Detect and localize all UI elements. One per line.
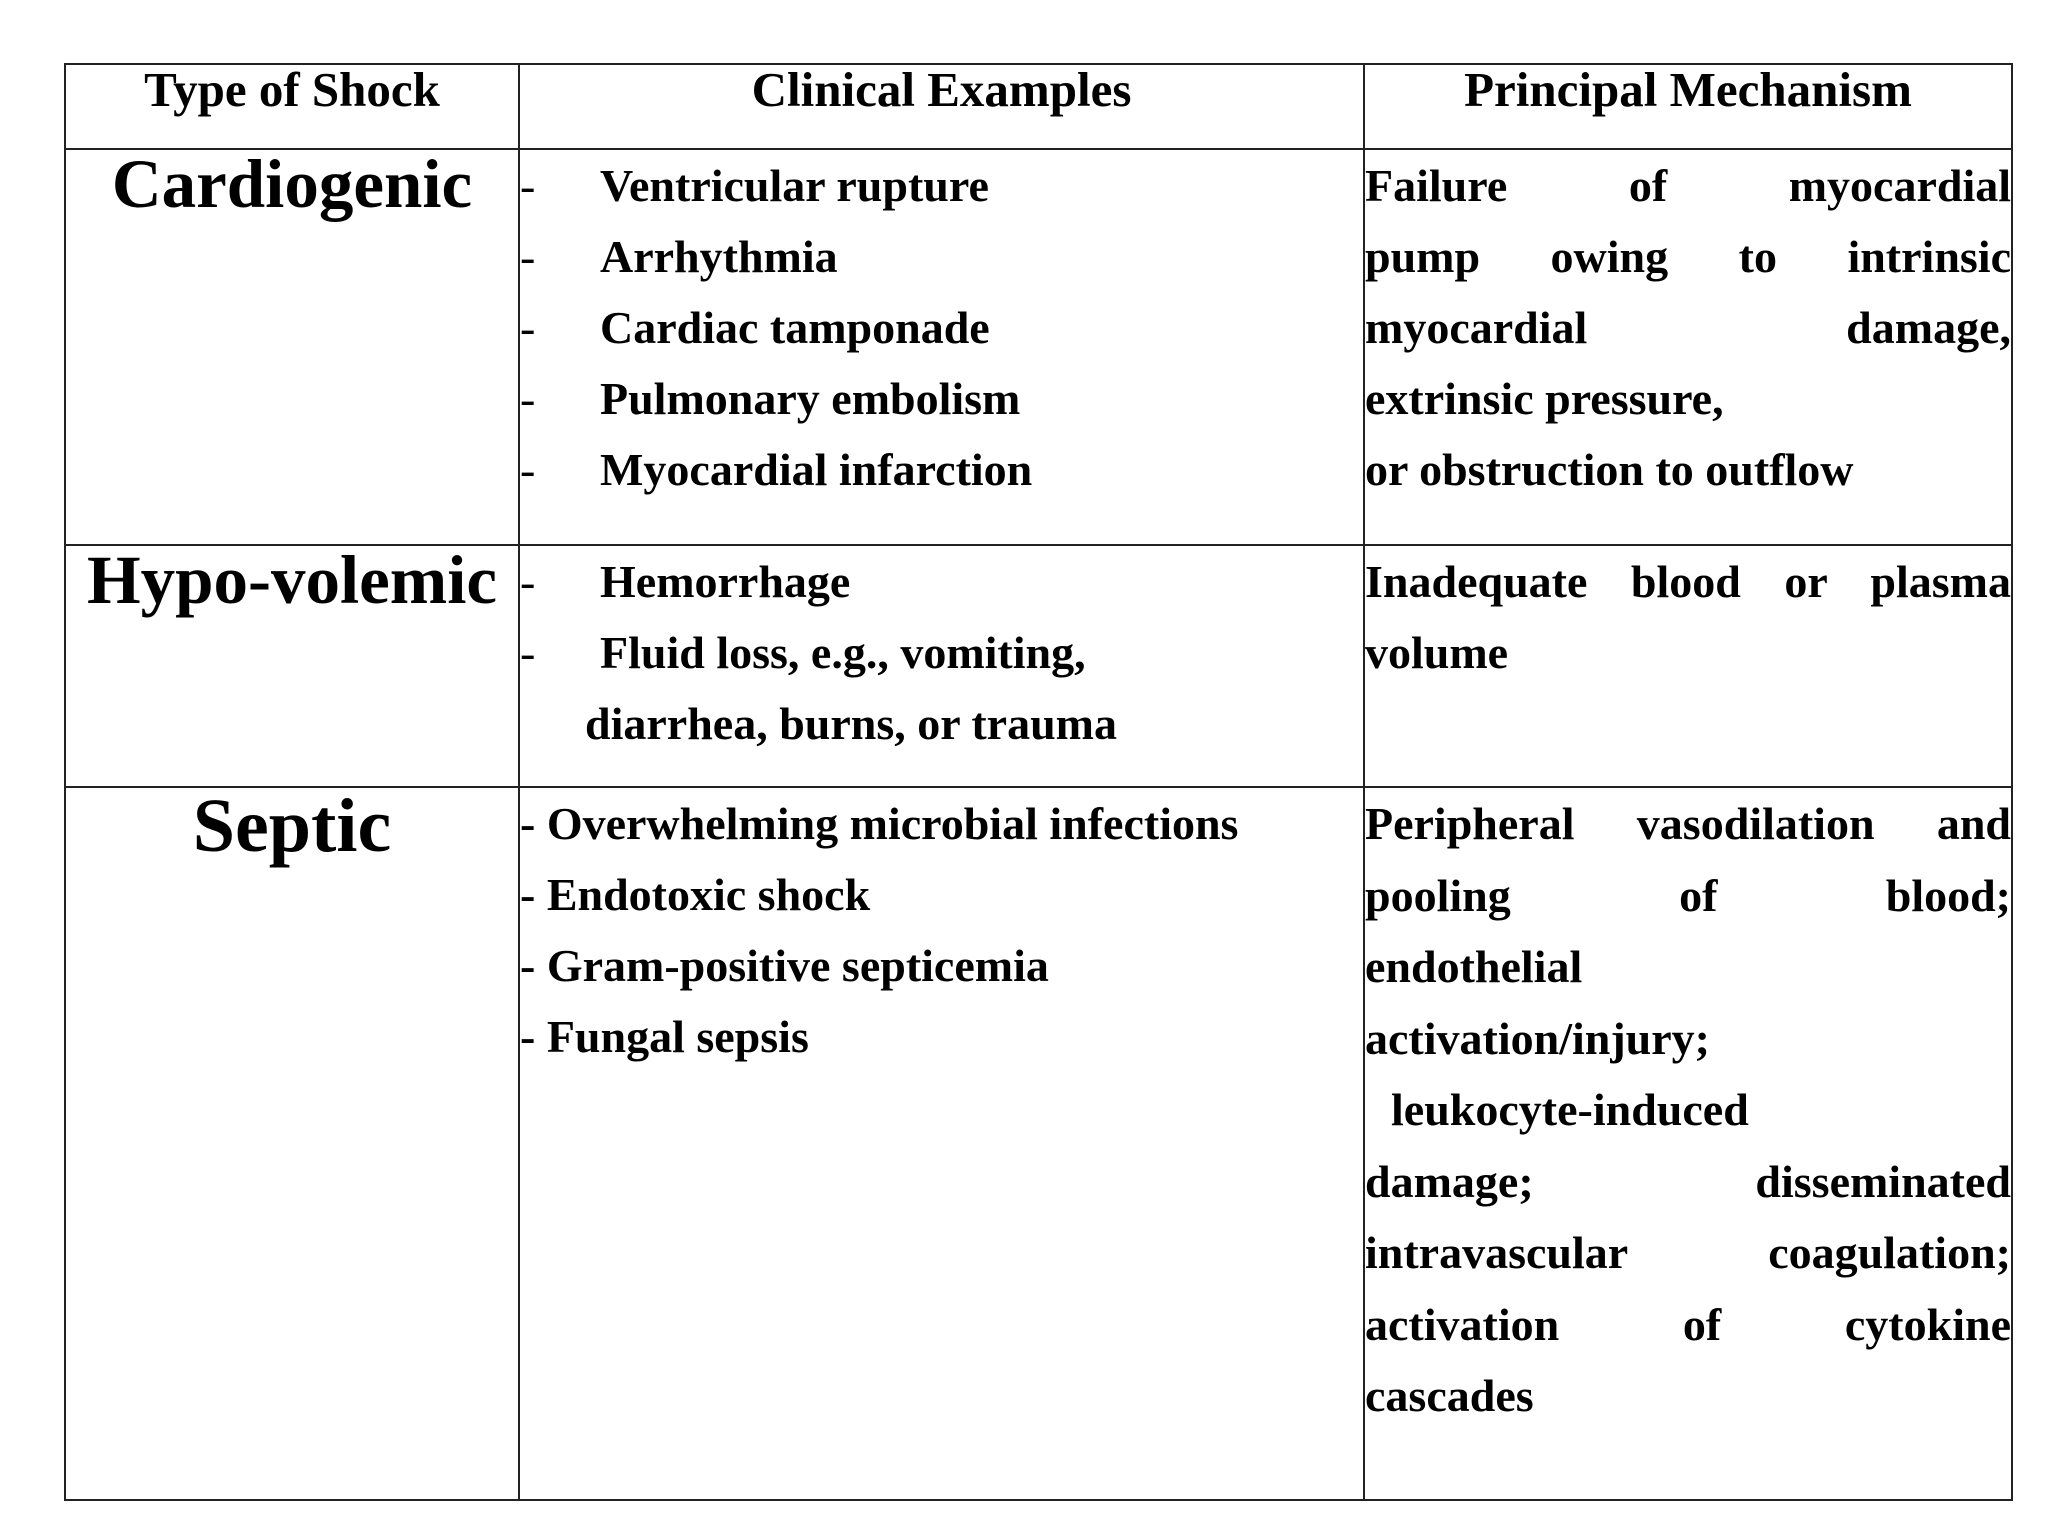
- mechanism-line: endothelial: [1365, 941, 1583, 992]
- dash-bullet: -: [520, 627, 536, 678]
- mechanism-text: [1365, 788, 2011, 1432]
- list-item: - Gram-positive septicemia: [520, 940, 1049, 991]
- list-item: - Overwhelming microbial infections: [520, 798, 1239, 849]
- type-septic: Septic: [65, 787, 519, 1500]
- mechanism-line: Inadequate blood or plasma: [1365, 556, 2011, 607]
- header-type-of-shock: Type of Shock: [65, 64, 519, 149]
- examples-septic: [519, 787, 1364, 1500]
- table-row-septic: [65, 787, 2012, 1500]
- mechanism-line: pump owing to intrinsic: [1365, 231, 2011, 282]
- example-text: Arrhythmia: [600, 231, 838, 282]
- table-row-hypovolemic: [65, 545, 2012, 787]
- mechanism-line: activation of cytokine: [1365, 1298, 2011, 1350]
- examples-list: [520, 546, 1363, 759]
- header-clinical-examples: Clinical Examples: [519, 64, 1364, 149]
- dash-bullet: -: [520, 373, 536, 424]
- mechanism-line: leukocyte-induced: [1391, 1084, 1749, 1135]
- list-item: [520, 546, 1363, 617]
- table-row-cardiogenic: [65, 149, 2012, 545]
- list-item: [520, 434, 1363, 505]
- dash-bullet: -: [520, 302, 536, 353]
- list-item: [520, 363, 1363, 434]
- type-hypovolemic: Hypo-volemic: [65, 545, 519, 787]
- list-item: [520, 617, 1363, 759]
- mechanism-cardiogenic: [1364, 149, 2012, 545]
- mechanism-line: volume: [1365, 627, 1509, 678]
- example-text: Pulmonary embolism: [600, 373, 1021, 424]
- example-text: Fluid loss, e.g., vomiting,: [600, 627, 1086, 678]
- examples-list: [520, 788, 1363, 1072]
- examples-cardiogenic: [519, 149, 1364, 545]
- examples-hypovolemic: [519, 545, 1364, 787]
- mechanism-line: activation/injury;: [1365, 1012, 1710, 1064]
- mechanism-line: extrinsic pressure,: [1365, 373, 1724, 424]
- list-item: [520, 221, 1363, 292]
- dash-bullet: -: [520, 556, 536, 607]
- example-text: Myocardial infarction: [600, 444, 1033, 495]
- mechanism-line: damage; disseminated: [1365, 1155, 2011, 1207]
- example-text: Cardiac tamponade: [600, 302, 990, 353]
- mechanism-line: cascades: [1365, 1370, 1534, 1421]
- mechanism-septic: [1364, 787, 2012, 1500]
- example-text: Hemorrhage: [600, 556, 851, 607]
- table-header-row: [65, 64, 2012, 149]
- example-text: Ventricular rupture: [600, 160, 989, 211]
- list-item: - Endotoxic shock: [520, 869, 871, 920]
- type-cardiogenic: Cardiogenic: [65, 149, 519, 545]
- mechanism-line: or obstruction to outflow: [1365, 444, 1854, 495]
- mechanism-text: [1365, 546, 2011, 688]
- dash-bullet: -: [520, 444, 536, 495]
- list-item: - Fungal sepsis: [520, 1011, 809, 1062]
- mechanism-line: Failure of myocardial: [1365, 160, 2011, 211]
- mechanism-line: pooling of blood;: [1365, 869, 2011, 921]
- dash-bullet: -: [520, 231, 536, 282]
- list-item: [520, 150, 1363, 221]
- mechanism-line: intravascular coagulation;: [1365, 1227, 2011, 1278]
- list-item: [520, 292, 1363, 363]
- header-principal-mechanism: Principal Mechanism: [1364, 64, 2012, 149]
- shock-types-table: [64, 63, 2013, 1501]
- mechanism-line: myocardial damage,: [1365, 302, 2011, 353]
- mechanism-hypovolemic: [1364, 545, 2012, 787]
- examples-list: [520, 150, 1363, 505]
- mechanism-text: [1365, 150, 2011, 505]
- mechanism-line: Peripheral vasodilation and: [1365, 798, 2011, 849]
- dash-bullet: -: [520, 160, 536, 211]
- example-continuation: diarrhea, burns, or trauma: [585, 698, 1117, 749]
